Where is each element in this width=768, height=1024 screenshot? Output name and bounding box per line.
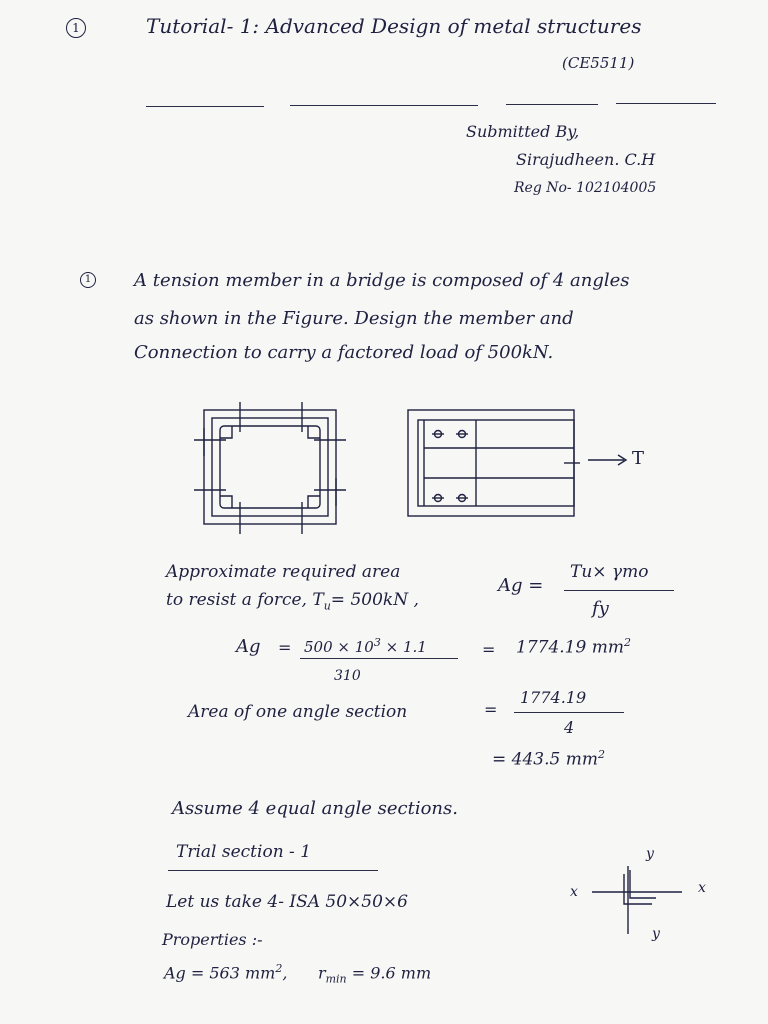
submitted-by-label: Submitted By,: [466, 122, 580, 141]
question-number: 1: [84, 274, 92, 285]
area-result: [492, 748, 605, 770]
angle-axes-sketch: [590, 860, 690, 940]
ag-result: [516, 636, 631, 658]
trial-section-heading: Trial section - 1: [176, 842, 312, 862]
area-numerator: 1774.19: [520, 688, 587, 707]
props-rmin-symbol: r: [317, 963, 326, 983]
y-axis-label-bottom: y: [652, 926, 660, 942]
ag-result-exponent: 2: [623, 636, 631, 649]
tu-subscript: u: [323, 599, 331, 613]
formula-denominator: fy: [592, 598, 609, 619]
x-axis-label-right: x: [698, 880, 706, 896]
section-choice-text: Let us take 4- ISA 50×50×6: [166, 892, 408, 912]
rule-segment: [616, 103, 716, 104]
ag-numerator-base: 500 × 10: [304, 638, 374, 656]
area-result-value: = 443.5 mm: [492, 749, 598, 770]
ag-numerator-exponent: 3: [373, 636, 381, 649]
page-number: 1: [72, 21, 80, 35]
question-number-circle: [80, 272, 96, 288]
rule-segment: [290, 105, 478, 106]
props-comma: ,: [282, 963, 288, 983]
ag-numerator: [304, 636, 427, 656]
question-line-2: as shown in the Figure. Design the member and: [134, 308, 574, 329]
rule-segment: [146, 106, 264, 107]
ag-equation-equals: =: [278, 638, 292, 657]
rule-segment: [506, 104, 598, 105]
area-denominator: 4: [564, 718, 575, 737]
approx-area-line-1: Approximate required area: [166, 562, 401, 582]
formula-fraction-bar: [564, 590, 674, 591]
four-angle-section-figure: [190, 398, 350, 538]
connection-elevation-figure: [404, 406, 580, 522]
props-ag-value: Ag = 563 mm: [164, 963, 276, 983]
ag-equation-label: Ag: [236, 636, 261, 657]
area-result-exponent: 2: [597, 748, 605, 761]
props-ag-exponent: 2: [275, 962, 283, 975]
area-fraction-bar: [514, 712, 624, 713]
ag-numerator-factor: × 1.1: [385, 638, 427, 656]
tension-arrow: [586, 452, 630, 468]
assumption-text: Assume 4 equal angle sections.: [172, 798, 458, 819]
area-one-angle-label: Area of one angle section: [188, 702, 408, 722]
tension-label: T: [632, 448, 645, 469]
question-line-3: Connection to carry a factored load of 500kN.: [134, 342, 554, 363]
props-rmin-value: = 9.6 mm: [351, 963, 432, 983]
y-axis-label-top: y: [646, 846, 654, 862]
ag-fraction-bar: [300, 658, 458, 659]
question-line-1: A tension member in a bridge is composed of 4 angles: [134, 270, 630, 291]
student-name: Sirajudheen. C.H: [516, 150, 656, 169]
ag-result-value: 1774.19 mm: [516, 637, 624, 658]
properties-heading: Properties :-: [162, 930, 263, 949]
ag-symbol: Ag =: [498, 575, 544, 596]
registration-number: Reg No- 102104005: [514, 180, 657, 196]
page-number-circle: [66, 18, 86, 38]
tu-value: = 500kN ,: [330, 590, 419, 610]
ag-denominator: 310: [334, 668, 361, 684]
approx-text: to resist a force, T: [166, 590, 324, 610]
props-rmin-subscript: min: [325, 972, 347, 986]
approx-area-line-2: [166, 590, 419, 612]
area-equals: =: [484, 700, 498, 719]
ag-result-equals: =: [482, 640, 496, 659]
trial-underline: [168, 870, 378, 871]
x-axis-label-left: x: [570, 884, 578, 900]
course-code: (CE5511): [562, 54, 635, 72]
formula-numerator: Tu× γmo: [570, 562, 649, 582]
page-title: Tutorial- 1: Advanced Design of metal structures: [146, 14, 642, 38]
properties-values: [164, 962, 431, 986]
